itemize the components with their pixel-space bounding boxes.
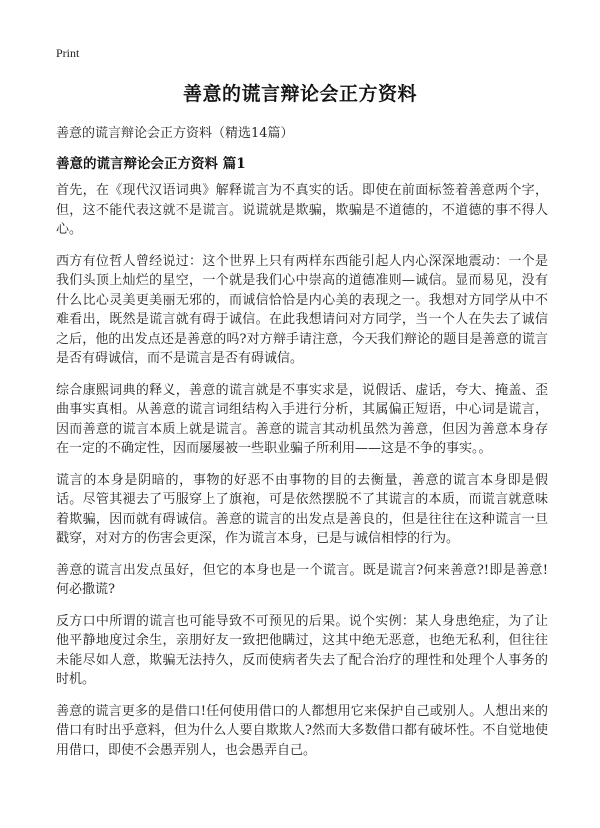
article-body: [56, 181, 548, 772]
document-subtitle: 善意的谎言辩论会正方资料（精选14篇）: [56, 126, 294, 141]
section-heading: 善意的谎言辩论会正方资料 篇1: [56, 156, 246, 172]
print-label: Print: [56, 46, 80, 60]
paragraph-4: 谎言的本身是阴暗的，事物的好恶不由事物的目的去衡量，善意的谎言本身即是假话。尽管其褪去了丐服穿上了旗袍，可是依然摆脱不了其谎言的本质，而谎言就意味着欺骗，因而就有碍诚信。善意的谎言的出发点是善良的，但是往往在这种谎言一旦戳穿，对对方的伤害会更深，作为谎言本身，已是与诚信相悖的行为。: [56, 472, 548, 546]
paragraph-7: 善意的谎言更多的是借口!任何使用借口的人都想用它来保护自己或别人。人想出来的借口有时出乎意料，但为什么人要自欺欺人?然而大多数借口都有破坏性。不自觉地使用借口，即使不会愚弄别人，也会愚弄自己。: [56, 703, 548, 758]
paragraph-6: 反方口中所谓的谎言也可能导致不可预见的后果。说个实例：某人身患绝症，为了让他平静地度过余生，亲朋好友一致把他瞒过，这其中绝无恶意，也绝无私利，但往往未能尽如人意，欺骗无法持久，反而使病者失去了配合治疗的理性和处理个人事务的时机。: [56, 613, 548, 687]
paragraph-3: 综合康熙词典的释义，善意的谎言就是不事实求是，说假话、虚话，夸大、掩盖、歪曲事实真相。从善意的谎言词组结构入手进行分析，其属偏正短语，中心词是谎言，因而善意的谎言本质上就是谎言。善意的谎言其动机虽然为善意，但因为善意本身存在一定的不确定性，因而屡屡被一些职业骗子所利用——这是不争的事实。。: [56, 382, 548, 456]
paragraph-5: 善意的谎言出发点虽好，但它的本身也是一个谎言。既是谎言?何来善意?!即是善意!何必撒谎?: [56, 562, 548, 597]
document-title: 善意的谎言辩论会正方资料: [182, 83, 417, 105]
paragraph-2: 西方有位哲人曾经说过：这个世界上只有两样东西能引起人内心深深地震动：一个是我们头顶上灿烂的星空，一个就是我们心中崇高的道德准则—诚信。显而易见，没有什么比心灵美更美丽无邪的，而诚信恰恰是内心美的表现之一。我想对方同学从中不难看出，既然是谎言就有碍于诚信。在此我想请问对方同学，当一个人在失去了诚信之后，他的出发点还是善意的吗?对方辩手请注意，今天我们辩论的题目是善意的谎言是否有碍诚信，而不是谎言是否有碍诚信。: [56, 253, 548, 366]
paragraph-1: 首先，在《现代汉语词典》解释谎言为不真实的话。即使在前面标签着善意两个字，但，这不能代表这就不是谎言。说谎就是欺骗，欺骗是不道德的，不道德的事不得人心。: [56, 183, 548, 237]
